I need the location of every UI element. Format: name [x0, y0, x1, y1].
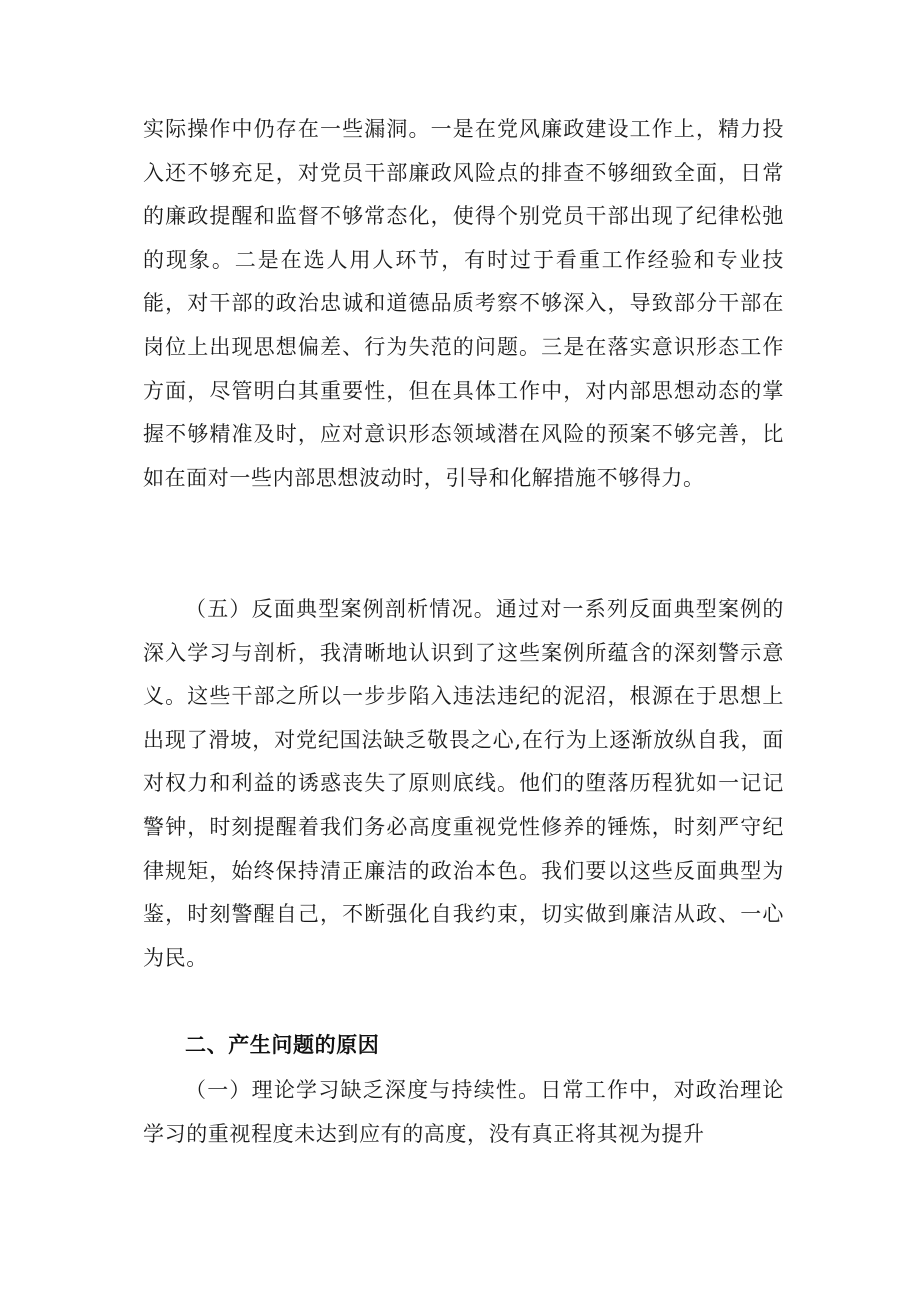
body-paragraph-continuation: 实际操作中仍存在一些漏洞。一是在党风廉政建设工作上，精力投入还不够充足，对党员干部廉政风险点的排查不够细致全面，日常的廉政提醒和监督不够常态化，使得个别党员干部出现了纪律松弛的现象。二是在选人用人环节，有时过于看重工作经验和专业技能，对干部的政治忠诚和道德品质考察不够深入，导致部分干部在岗位上出现思想偏差、行为失范的问题。三是在落实意识形态工作方面，尽管明白其重要性，但在具体工作中，对内部思想动态的掌握不够精准及时，应对意识形态领域潜在风险的预案不够完善，比如在面对一些内部思想波动时，引导和化解措施不够得力。	[143, 117, 784, 490]
section-heading-causes: 二、产生问题的原因	[185, 1033, 380, 1057]
body-paragraph-case-analysis: （五）反面典型案例剖析情况。通过对一系列反面典型案例的深入学习与剖析，我清晰地认识到了这些案例所蕴含的深刻警示意义。这些干部之所以一步步陷入违法违纪的泥沼，根源在于思想上出现了滑坡，对党纪国法缺乏敬畏之心,在行为上逐渐放纵自我，面对权力和利益的诱惑丧失了原则底线。他们的堕落历程犹如一记记警钟，时刻提醒着我们务必高度重视党性修养的锤炼，时刻严守纪律规矩，始终保持清正廉洁的政治本色。我们要以这些反面典型为鉴，时刻警醒自己，不断强化自我约束，切实做到廉洁从政、一心为民。	[143, 597, 784, 970]
body-paragraph-theory-study: （一）理论学习缺乏深度与持续性。日常工作中，对政治理论学习的重视程度未达到应有的高度，没有真正将其视为提升	[143, 1078, 784, 1146]
